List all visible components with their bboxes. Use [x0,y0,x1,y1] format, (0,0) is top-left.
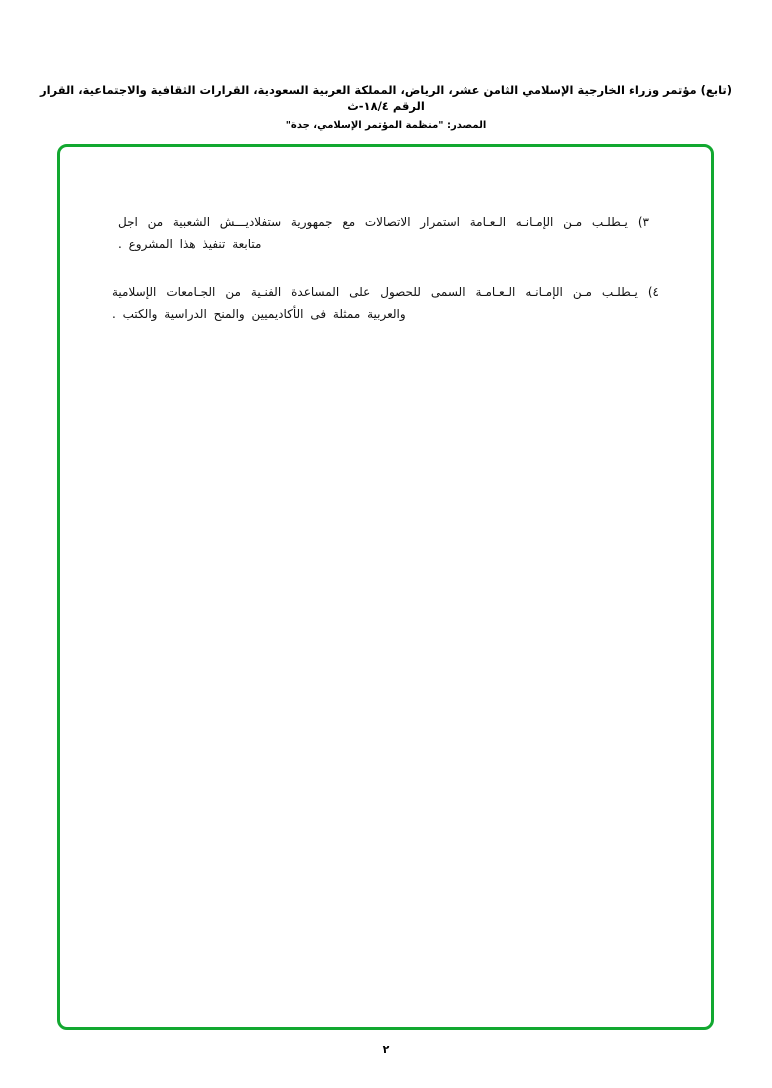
page-footer [0,1043,772,1056]
list-item-text: يـطلـب مـن الإمـانـه الـعـامـة السمى للحصول على المساعدة الفنـية من الجـامعات الإسلامية والعربية ممثلة فى الأكاديميين والمنح الدراسية والكتب . [112,285,638,321]
list-item-number: ٣) [637,215,649,229]
body-content [112,211,659,351]
page-number: ٢ [382,1043,390,1056]
page-header [40,82,732,133]
header-source-line: المصدر: "منظمة المؤتمر الإسلامي، جدة" [285,120,487,131]
list-item-number: ٤) [647,285,659,299]
list-item [112,281,659,325]
content-frame [57,144,714,1030]
list-item [118,211,649,255]
header-title-line: (تابع) مؤتمر وزراء الخارجية الإسلامي الثامن عشر، الرياض، المملكة العربية السعودية، القرارات الثقافية والاجتماعية، القرار الرقم ١٨/٤-ث [39,83,732,113]
list-item-text: يـطلـب مـن الإمـانـه الـعـامة استمرار الاتصالات مع جمهورية ستفلاديـــش الشعبية من اجل متابعة تنفيذ هذا المشروع . [118,215,628,251]
